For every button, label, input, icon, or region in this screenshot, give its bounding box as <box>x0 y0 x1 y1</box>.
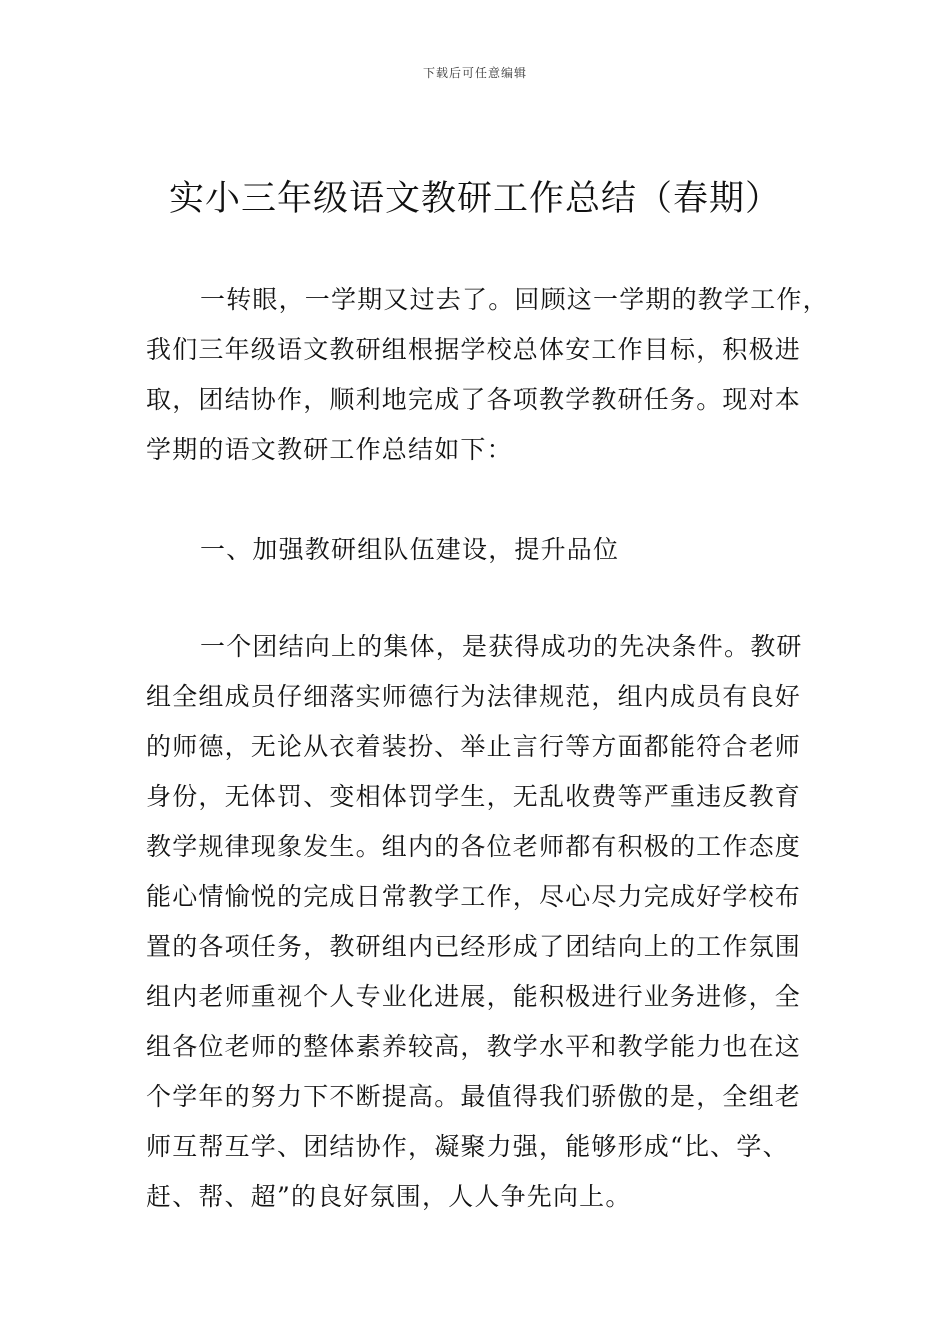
header-note: 下载后可任意编辑 <box>422 66 527 80</box>
paragraph-line: 置的各项任务，教研组内已经形成了团结向上的工作氛围 <box>146 932 802 961</box>
paragraph-line: 组全组成员仔细落实师德行为法律规范，组内成员有良好 <box>146 682 802 711</box>
section-paragraph <box>146 622 811 1222</box>
paragraph-line: 一转眼，一学期又过去了。回顾这一学期的教学工作， <box>200 285 829 314</box>
paragraph-line: 能心情愉悦的完成日常教学工作，尽心尽力完成好学校布 <box>146 882 802 911</box>
paragraph-line: 组内老师重视个人专业化进展，能积极进行业务进修，全 <box>146 982 802 1011</box>
paragraph-line: 我们三年级语文教研组根据学校总体安工作目标，积极进 <box>146 335 802 364</box>
paragraph-line: 的师德，无论从衣着装扮、举止言行等方面都能符合老师 <box>146 732 802 761</box>
paragraph-line: 身份，无体罚、变相体罚学生，无乱收费等严重违反教育 <box>146 782 802 811</box>
section-heading-text: 一、加强教研组队伍建设，提升品位 <box>200 535 620 564</box>
paragraph-line: 教学规律现象发生。组内的各位老师都有积极的工作态度 <box>146 832 802 861</box>
paragraph-line: 师互帮互学、团结协作，凝聚力强，能够形成“比、学、 <box>146 1132 789 1161</box>
paragraph-line: 组各位老师的整体素养较高，教学水平和教学能力也在这 <box>146 1032 802 1061</box>
paragraph-line: 一个团结向上的集体，是获得成功的先决条件。教研 <box>200 632 803 661</box>
paragraph-line: 赶、帮、超”的良好氛围，人人争先向上。 <box>146 1182 632 1211</box>
paragraph-line: 取，团结协作，顺利地完成了各项教学教研任务。现对本 <box>146 385 802 414</box>
document-title: 实小三年级语文教研工作总结（春期） <box>168 179 781 219</box>
intro-paragraph <box>146 275 829 475</box>
section-heading <box>146 525 811 575</box>
paragraph-line: 学期的语文教研工作总结如下： <box>146 435 513 464</box>
paragraph-line: 个学年的努力下不断提高。最值得我们骄傲的是，全组老 <box>146 1082 802 1111</box>
